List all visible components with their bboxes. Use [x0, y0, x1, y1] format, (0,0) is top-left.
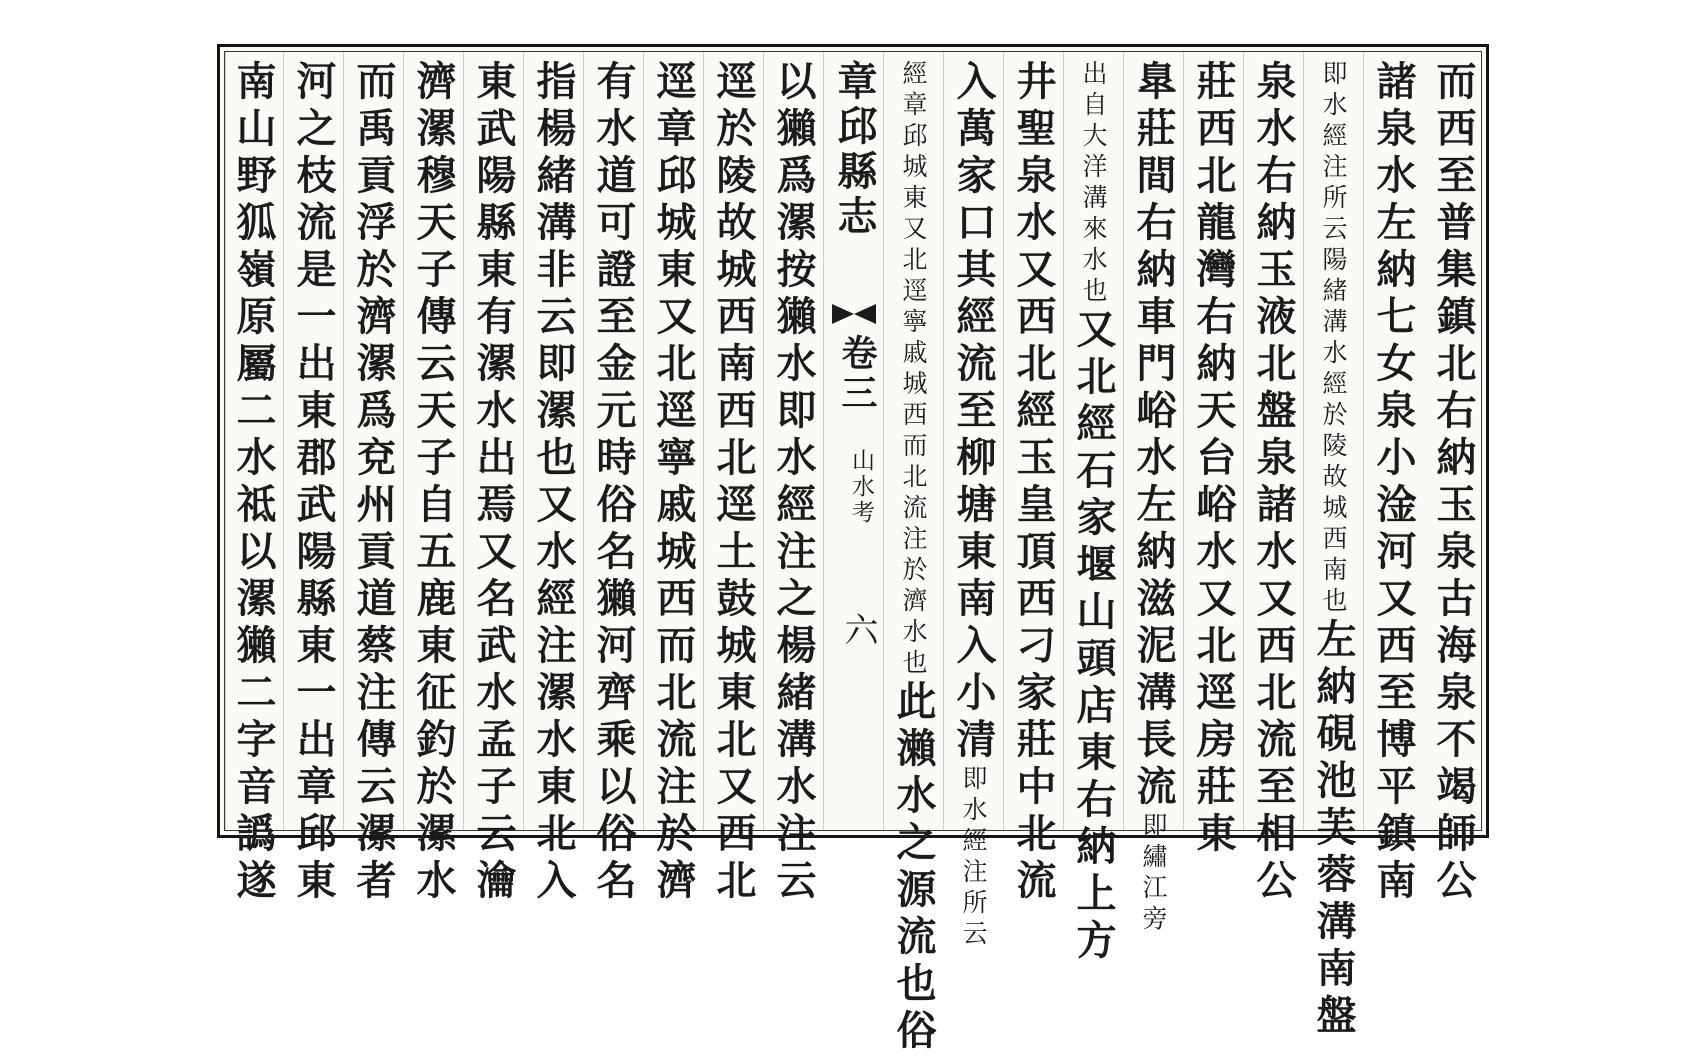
- centre-fold: [823, 52, 883, 830]
- page-border: [224, 51, 1482, 1056]
- column-text: 逕章邱城東又北逕寧戚城西而北流注於濟: [650, 60, 697, 906]
- column-text: 莊西北龍灣右納天台峪水又北逕房莊東: [1190, 60, 1237, 859]
- column-text: 臯莊間右納車門峪水左納滋泥溝長流: [1130, 60, 1177, 812]
- text-column: [463, 52, 523, 906]
- text-column: [225, 52, 283, 906]
- column-text: 而禹貢浮於濟漯爲兗州貢道蔡注傳云漯者: [350, 60, 397, 906]
- column-text: 濟漯穆天子傳云天子自五鹿東征釣於漯水: [410, 60, 457, 906]
- text-column: [943, 52, 1003, 951]
- fishtail-mark-icon: [830, 302, 878, 326]
- volume-label: 卷三: [836, 334, 878, 414]
- text-column: [583, 52, 643, 906]
- annotation-text: 即水經注所云: [959, 765, 988, 951]
- annotation-text: 經章邱城東又北逕寧戚城西而北流注於濟水也: [899, 60, 928, 680]
- text-column: [1063, 52, 1123, 966]
- text-column: [343, 52, 403, 906]
- annotation-text: 出自大洋溝來水也: [1079, 60, 1108, 308]
- column-text-mixed: [1070, 60, 1117, 966]
- text-column: [1303, 52, 1363, 1041]
- column-text: 井聖泉水又西北經玉皇頂西刁家莊中北流: [1010, 60, 1057, 906]
- text-column: [1003, 52, 1063, 906]
- column-text: 諸泉水左納七女泉小淦河又西至博平鎮南: [1370, 60, 1417, 906]
- column-text: 此瀨水之源流也俗: [890, 680, 937, 1056]
- column-text: 指楊緒溝非云即漯也又水經注漯水東北入: [530, 60, 577, 906]
- column-text: 河之枝流是一出東郡武陽縣東一出章邱東: [290, 60, 337, 906]
- column-text: 而西至普集鎮北右納玉泉古海泉不竭師公: [1430, 60, 1477, 906]
- column-text: 東武陽縣東有漯水出焉又名武水孟子云瀹: [470, 60, 517, 906]
- column-text-mixed: [950, 60, 997, 951]
- column-text: 有水道可證至金元時俗名獺河齊乘以俗名: [590, 60, 637, 906]
- column-text: 南山野狐嶺原屬二水祗以漯獺二字音譌遂: [230, 60, 277, 906]
- text-column: [883, 52, 943, 1056]
- book-title: 章邱縣志: [831, 60, 878, 240]
- text-column: [763, 52, 823, 906]
- section-label: 山水考: [848, 448, 874, 526]
- text-column: [1183, 52, 1243, 859]
- page-number: 六: [838, 612, 878, 646]
- annotation-text: 即水經注所云陽緒溝水經於陵故城西南也: [1319, 60, 1348, 618]
- text-column: [403, 52, 463, 906]
- column-text-mixed: [1310, 60, 1357, 1041]
- column-text: 泉水右納玉液北盤泉諸水又西北流至相公: [1250, 60, 1297, 906]
- book-page: [217, 44, 1489, 1056]
- text-column: [1243, 52, 1303, 906]
- text-column: [1123, 52, 1183, 936]
- text-column: [1363, 52, 1423, 906]
- column-text: 入萬家口其經流至柳塘東南入小清: [950, 60, 997, 765]
- text-column: [523, 52, 583, 906]
- annotation-text: 即繡江旁: [1139, 812, 1168, 936]
- column-text: 逕於陵故城西南西北逕土鼓城東北又西北: [710, 60, 757, 906]
- text-column: [643, 52, 703, 906]
- column-text-mixed: [890, 60, 937, 1056]
- column-text: 又北經石家堰山頭店東右納上方: [1070, 308, 1117, 966]
- column-text: 左納硯池芙蓉溝南盤: [1310, 618, 1357, 1041]
- text-column: [703, 52, 763, 906]
- column-text-mixed: [1130, 60, 1177, 936]
- text-column: [283, 52, 343, 906]
- column-text: 以獺爲漯按獺水即水經注之楊緒溝水注云: [770, 60, 817, 906]
- text-column: [1423, 52, 1483, 906]
